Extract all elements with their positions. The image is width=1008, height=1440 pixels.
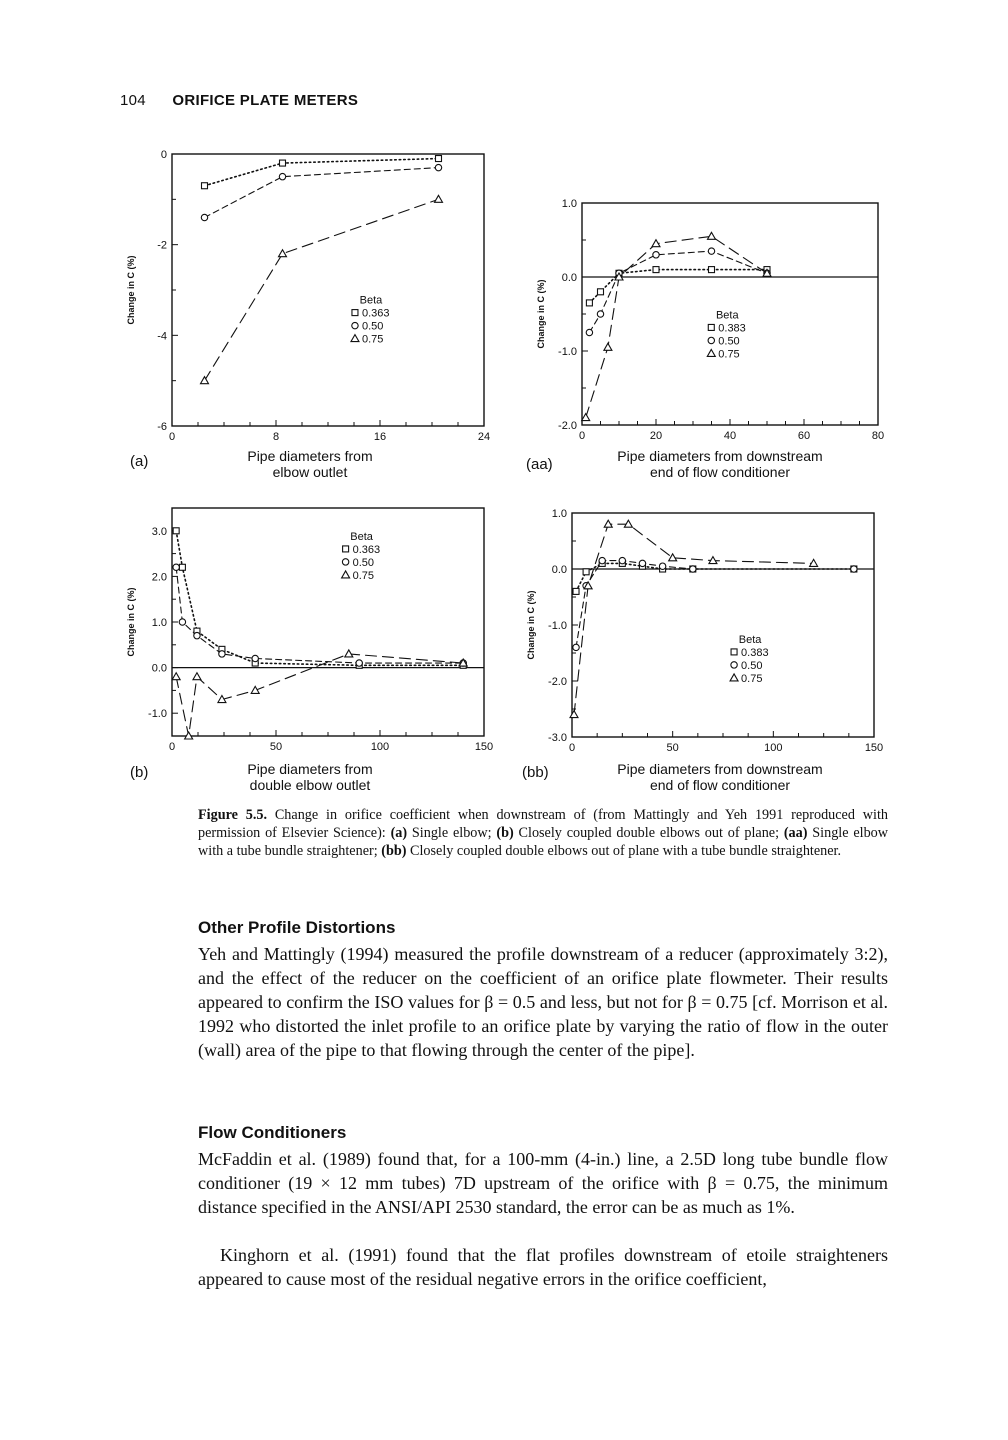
- x-tick-label: 100: [370, 741, 390, 753]
- square-marker: [280, 160, 286, 166]
- series-line: [176, 531, 463, 666]
- xlabel-bb-line2: end of flow conditioner: [649, 777, 791, 793]
- legend-label: 0.75: [741, 672, 763, 685]
- circle-marker: [659, 563, 665, 569]
- y-tick-label: -4: [157, 330, 167, 343]
- series-line: [205, 159, 439, 186]
- x-tick-label: 50: [269, 741, 283, 753]
- triangle-marker: [251, 686, 259, 693]
- chart-bb: [512, 505, 892, 757]
- chart-b: [110, 500, 494, 757]
- caption-text-aa: Single elbow with a tube bundle straightener;: [198, 825, 889, 859]
- square-marker: [573, 588, 579, 594]
- series-line: [574, 524, 814, 714]
- legend-title: Beta: [715, 309, 739, 322]
- chart-panel-bb: [512, 505, 892, 757]
- legend-square-icon: [708, 324, 714, 330]
- square-marker: [653, 267, 659, 273]
- series-line: [589, 251, 767, 335]
- xlabel-a-line1: Pipe diameters from: [247, 448, 373, 464]
- y-axis-label: Change in C (%): [536, 279, 546, 349]
- legend-triangle-icon: [351, 335, 359, 342]
- legend-title: Beta: [738, 633, 762, 646]
- series-line: [176, 654, 463, 736]
- y-tick-label: 3.0: [151, 525, 167, 538]
- legend-label: 0.75: [361, 333, 384, 346]
- series-beta-0.50: [573, 557, 857, 650]
- x-tick-label: 8: [272, 431, 280, 443]
- x-tick-label: 20: [649, 430, 663, 442]
- y-tick-label: -2: [157, 239, 167, 252]
- circle-marker: [356, 660, 362, 666]
- legend-circle-icon: [342, 559, 348, 565]
- y-tick-label: 0.0: [151, 662, 167, 675]
- caption-text-bb: Closely coupled double elbows out of plane with a tube bundle straightener.: [406, 843, 842, 859]
- caption-label: Figure 5.5.: [198, 807, 268, 823]
- triangle-marker: [604, 343, 612, 350]
- legend-label: 0.50: [718, 335, 740, 348]
- triangle-marker: [669, 554, 677, 561]
- y-tick-label: 1.0: [151, 617, 167, 629]
- panel-tag-a: (a): [130, 453, 149, 470]
- triangle-marker: [570, 711, 578, 718]
- legend-label: 0.363: [361, 307, 390, 320]
- y-axis-label: Change in C (%): [126, 587, 136, 657]
- paragraph-profile-distortions: Yeh and Mattingly (1994) measured the profile downstream of a reducer (approximately 3:2), and the effect of the reducer on the coefficient of an orifice plate flowmeter. Their results appeared to confirm the ISO values for β = 0.5 and less, but not for β = 0.75 [cf. Morrison et al. 1992 who distorted the inlet profile to an orifice plate by varying the ratio of flow in the outer (wall) area of the pipe to that flowing through the center of the pipe].: [198, 944, 888, 1060]
- circle-marker: [653, 252, 659, 258]
- square-marker: [583, 569, 589, 575]
- y-tick-label: -3.0: [548, 732, 567, 744]
- circle-marker: [619, 557, 625, 563]
- series-line: [576, 561, 854, 648]
- circle-marker: [179, 619, 185, 625]
- x-tick-label: 0: [168, 431, 176, 443]
- circle-marker: [435, 164, 441, 170]
- caption-tag-b: (b): [496, 825, 514, 841]
- triangle-marker: [193, 673, 201, 680]
- circle-marker: [573, 644, 579, 650]
- x-tick-label: 0: [578, 430, 586, 442]
- y-tick-label: 0: [160, 149, 167, 161]
- x-tick-label: 0: [168, 741, 176, 753]
- y-tick-label: -1.0: [558, 346, 577, 358]
- square-marker: [598, 289, 604, 295]
- figure-caption: [198, 806, 888, 860]
- xlabel-bb: [610, 761, 830, 793]
- legend-circle-icon: [352, 322, 358, 328]
- legend-circle-icon: [731, 662, 737, 668]
- y-tick-label: 1.0: [561, 198, 577, 210]
- chart-panel-aa: [520, 195, 900, 445]
- panel-tag-aa: (aa): [526, 456, 553, 473]
- plot-frame: [572, 513, 874, 737]
- caption-tag-a: (a): [390, 825, 408, 841]
- y-axis-label: Change in C (%): [126, 255, 136, 325]
- y-axis-label: Change in C (%): [526, 590, 536, 660]
- legend-label: 0.50: [352, 556, 375, 569]
- circle-marker: [201, 214, 207, 220]
- series-beta-0.363: [173, 528, 466, 669]
- x-tick-label: 100: [764, 742, 783, 754]
- legend-triangle-icon: [707, 349, 715, 356]
- series-beta-0.50: [173, 564, 466, 666]
- paragraph-flow-conditioners-2: Kinghorn et al. (1991) found that the flat profiles downstream of etoile straighteners appeared to cause most of the residual negative errors in the orifice coefficient,: [198, 1245, 888, 1289]
- x-tick-label: 150: [864, 742, 884, 754]
- square-marker: [202, 183, 208, 189]
- y-tick-label: -1.0: [148, 708, 167, 721]
- series-beta-0.75: [201, 195, 443, 383]
- paragraph-flow-conditioners-1: McFaddin et al. (1989) found that, for a 100-mm (4-in.) line, a 2.5D long tube bundle flow conditioner (19 × 12 mm tubes) 7D upstream of the orifice with β = 0.75, the minimum distance specified in the ANSI/API 2530 standard, the error can be as much as 1%.: [198, 1149, 888, 1217]
- caption-tag-bb: (bb): [381, 843, 407, 859]
- y-tick-label: -6: [157, 421, 167, 433]
- y-tick-label: 0.0: [561, 272, 577, 284]
- chart-a: [110, 140, 490, 445]
- circle-marker: [586, 329, 592, 335]
- y-tick-label: -1.0: [548, 620, 567, 632]
- plot-frame: [172, 154, 484, 426]
- legend-label: 0.383: [741, 646, 769, 659]
- xlabel-aa: [610, 448, 830, 480]
- x-tick-label: 0: [568, 742, 576, 754]
- y-tick-label: -2.0: [558, 420, 577, 432]
- caption-text-a: Single elbow;: [407, 825, 497, 841]
- legend-square-icon: [352, 310, 358, 316]
- section-heading-other-profile-distortions: Other Profile Distortions: [198, 918, 396, 937]
- x-tick-label: 150: [474, 741, 494, 753]
- legend-label: 0.363: [352, 543, 381, 556]
- running-title: ORIFICE PLATE METERS: [172, 92, 359, 109]
- x-tick-label: 40: [723, 430, 737, 442]
- x-tick-label: 80: [871, 430, 885, 442]
- legend-triangle-icon: [730, 674, 738, 681]
- circle-marker: [639, 560, 645, 566]
- square-marker: [586, 300, 592, 306]
- series-beta-0.383: [586, 267, 770, 306]
- circle-marker: [194, 632, 200, 638]
- triangle-marker: [172, 673, 180, 680]
- caption-tag-aa: (aa): [783, 825, 808, 841]
- series-beta-0.75: [570, 520, 818, 717]
- y-tick-label: 1.0: [551, 508, 567, 520]
- xlabel-b-line1: Pipe diameters from: [247, 761, 373, 777]
- circle-marker: [173, 564, 179, 570]
- legend-label: 0.50: [741, 659, 763, 672]
- square-marker: [436, 156, 442, 162]
- triangle-marker: [582, 414, 590, 421]
- section-heading-flow-conditioners: Flow Conditioners: [198, 1123, 347, 1142]
- circle-marker: [279, 173, 285, 179]
- circle-marker: [851, 566, 857, 572]
- circle-marker: [708, 248, 714, 254]
- running-head: [120, 92, 358, 109]
- x-tick-label: 50: [666, 742, 679, 754]
- xlabel-aa-line1: Pipe diameters from downstream: [617, 448, 823, 464]
- xlabel-b-line2: double elbow outlet: [249, 777, 371, 793]
- x-tick-label: 60: [797, 430, 811, 442]
- legend-title: Beta: [350, 530, 373, 543]
- y-tick-label: -2.0: [548, 676, 567, 688]
- legend-square-icon: [731, 649, 737, 655]
- triangle-marker: [279, 250, 287, 257]
- legend-label: 0.50: [361, 320, 384, 333]
- panel-tag-b: (b): [130, 764, 149, 781]
- legend-triangle-icon: [342, 571, 350, 578]
- triangle-marker: [345, 650, 353, 657]
- page-number: 104: [120, 92, 146, 109]
- legend-label: 0.75: [718, 348, 740, 361]
- xlabel-a: [230, 448, 390, 480]
- square-marker: [709, 267, 715, 273]
- triangle-marker: [708, 232, 716, 239]
- series-line: [576, 563, 854, 591]
- square-marker: [173, 528, 179, 534]
- xlabel-aa-line2: end of flow conditioner: [649, 464, 791, 480]
- chart-panel-a: [110, 140, 490, 445]
- triangle-marker: [435, 195, 443, 202]
- series-beta-0.363: [202, 156, 442, 189]
- circle-marker: [690, 566, 696, 572]
- x-tick-label: 16: [373, 431, 387, 443]
- xlabel-a-line2: elbow outlet: [272, 464, 348, 480]
- triangle-marker: [201, 377, 209, 384]
- x-tick-label: 24: [477, 431, 491, 443]
- y-tick-label: 0.0: [551, 564, 567, 576]
- square-marker: [179, 564, 185, 570]
- series-beta-0.50: [201, 164, 441, 220]
- xlabel-b: [230, 761, 390, 793]
- caption-text-intro: Change in orifice coefficient when downstream of (from Mattingly and Yeh 1991 reproduced with permission of Elsevier Science):: [198, 807, 888, 841]
- legend-circle-icon: [708, 337, 714, 343]
- series-line: [205, 199, 439, 380]
- xlabel-bb-line1: Pipe diameters from downstream: [617, 761, 823, 777]
- circle-marker: [219, 651, 225, 657]
- circle-marker: [599, 557, 605, 563]
- caption-text-b: Closely coupled double elbows out of plane;: [513, 825, 784, 841]
- chart-panel-b: [110, 500, 494, 757]
- chart-aa: [520, 195, 900, 445]
- legend-label: 0.383: [718, 322, 746, 335]
- panel-tag-bb: (bb): [522, 764, 549, 781]
- y-tick-label: 2.0: [151, 571, 167, 584]
- circle-marker: [252, 655, 258, 661]
- legend-title: Beta: [359, 294, 383, 307]
- circle-marker: [597, 311, 603, 317]
- legend-label: 0.75: [352, 569, 375, 582]
- legend-square-icon: [343, 546, 349, 552]
- series-beta-0.75: [172, 650, 467, 739]
